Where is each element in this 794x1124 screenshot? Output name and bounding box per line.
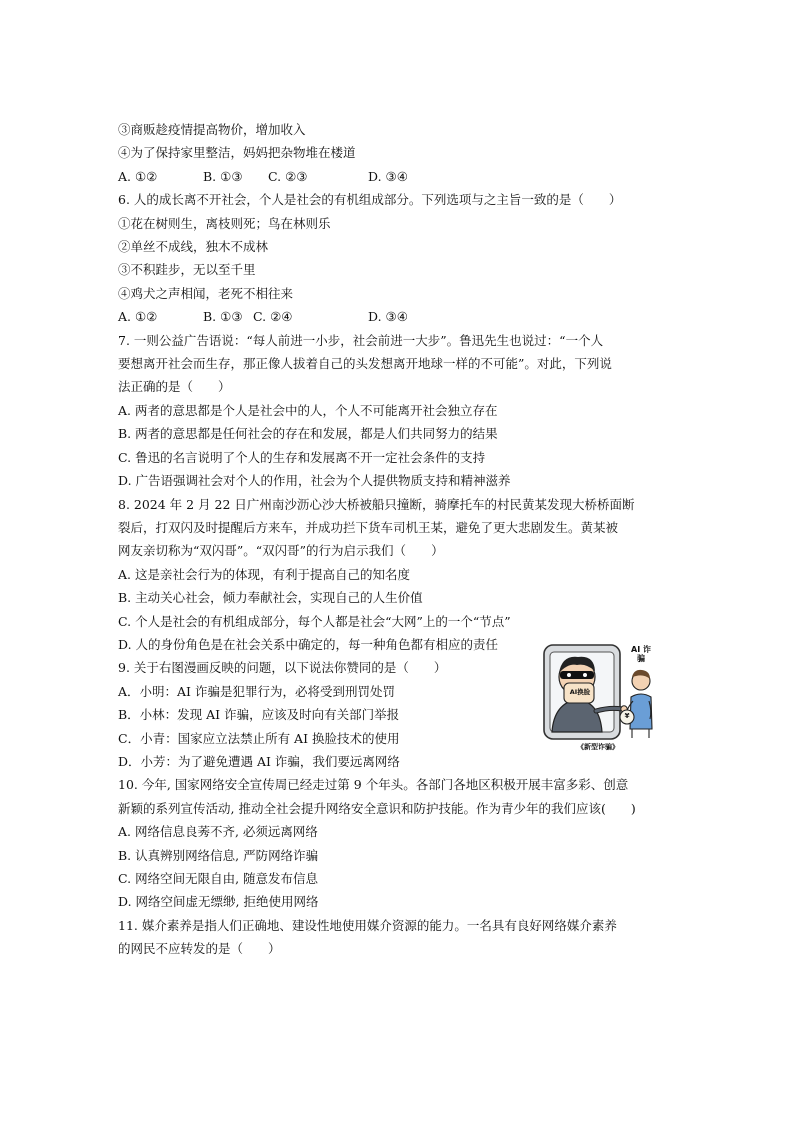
q7-option-a: A. 两者的意思都是个人是社会中的人，个人不可能离开社会独立存在 — [118, 402, 498, 418]
q10-option-c: C. 网络空间无限自由, 随意发布信息 — [118, 871, 319, 886]
q9-cartoon-figure — [538, 641, 658, 759]
q8-option-d: D. 人的身份角色是在社会关系中确定的，每一种角色都有相应的责任 — [118, 636, 499, 652]
q5-option-4: ④为了保持家里整洁，妈妈把杂物堆在楼道 — [118, 145, 356, 161]
q10-stem-line-2: 新颖的系列宣传活动, 推动全社会提升网络安全意识和防护技能。作为青少年的我们应该( ) — [118, 800, 636, 816]
ai-fraud-sign: AI 诈骗 — [631, 645, 651, 663]
q7-option-d: D. 广告语强调社会对个人的作用，社会为个人提供物质支持和精神滋养 — [118, 473, 511, 489]
q6-option-1: ①花在树则生，离枝则死；鸟在林则乐 — [118, 215, 331, 231]
q8-option-a: A. 这是亲社会行为的体现，有利于提高自己的知名度 — [118, 566, 410, 582]
q5-choice-c: C. ②③ — [268, 168, 308, 184]
q7-option-b: B. 两者的意思都是任何社会的存在和发展，都是人们共同努力的结果 — [118, 426, 498, 442]
q7-stem-line-3: 法正确的是（ ） — [118, 379, 231, 395]
q8-stem-line-1: 8. 2024 年 2 月 22 日广州南沙沥心沙大桥被船只撞断，骑摩托车的村民黄某发现大桥桥面断 — [118, 496, 635, 512]
q5-option-3: ③商贩趁疫情提高物价，增加收入 — [118, 122, 306, 137]
q10-option-b: B. 认真辨别网络信息, 严防网络诈骗 — [118, 847, 319, 863]
q6-choice-a: A. ①② — [118, 309, 158, 325]
q11-stem-line-2: 的网民不应转发的是（ ） — [118, 941, 281, 957]
q7-stem-line-2: 要想离开社会而生存，那正像人拔着自己的头发想离开地球一样的不可能”。对此，下列说 — [118, 356, 612, 372]
q5-choice-d: D. ③④ — [368, 168, 408, 184]
q9-option-a: A．小明：AI 诈骗是犯罪行为，必将受到刑罚处罚 — [118, 683, 395, 699]
q10-stem-line-1: 10. 今年, 国家网络安全宣传周已经走过第 9 个年头。各部门各地区积极开展丰富多彩、创意 — [118, 777, 629, 793]
exam-page — [118, 118, 678, 961]
q6-choice-b: B. ①③ — [203, 309, 243, 325]
money-bag-label: ¥ — [624, 712, 630, 720]
q9-option-c: C．小青：国家应立法禁止所有 AI 换脸技术的使用 — [118, 730, 400, 746]
q6-choice-d: D. ③④ — [368, 309, 408, 325]
q6-option-2: ②单丝不成线，独木不成林 — [118, 239, 269, 255]
q8-option-c: C. 个人是社会的有机组成部分，每个人都是社会“大网”上的一个“节点” — [118, 613, 511, 629]
q8-option-b: B. 主动关心社会，倾力奉献社会，实现自己的人生价值 — [118, 590, 423, 606]
q5-choice-b: B. ①③ — [203, 168, 243, 184]
q8-stem-line-3: 网友亲切称为“双闪哥”。“双闪哥”的行为启示我们（ ） — [118, 543, 444, 559]
q8-stem-line-2: 裂后，打双闪及时提醒后方来车，并成功拦下货车司机王某，避免了更大悲剧发生。黄某被 — [118, 519, 619, 535]
q7-option-c: C. 鲁迅的名言说明了个人的生存和发展离不开一定社会条件的支持 — [118, 449, 486, 465]
q11-stem-line-1: 11. 媒介素养是指人们正确地、建设性地使用媒介资源的能力。一名具有良好网络媒介素养 — [118, 917, 617, 933]
q10-option-d: D. 网络空间虚无缥缈, 拒绝使用网络 — [118, 894, 319, 910]
q6-option-4: ④鸡犬之声相闻，老死不相往来 — [118, 285, 294, 301]
ai-face-swap-mask-label: AI换脸 — [569, 688, 591, 696]
q9-option-b: B．小林：发现 AI 诈骗，应该及时向有关部门举报 — [118, 707, 400, 723]
q10-option-a: A. 网络信息良莠不齐, 必须远离网络 — [118, 824, 318, 840]
q9-stem: 9. 关于右图漫画反映的问题，以下说法你赞同的是（ ） — [118, 660, 447, 676]
q6-stem: 6. 人的成长离不开社会，个人是社会的有机组成部分。下列选项与之主旨一致的是（ ） — [118, 192, 622, 208]
q5-choices — [118, 165, 678, 188]
q6-option-3: ③不积跬步，无以至千里 — [118, 262, 256, 278]
figure-caption: 《新型诈骗》 — [577, 743, 619, 751]
q9-option-d: D．小芳：为了避免遭遇 AI 诈骗，我们要远离网络 — [118, 753, 400, 769]
q6-choice-c: C. ②④ — [253, 309, 293, 325]
q7-stem-line-1: 7. 一则公益广告语说：“每人前进一小步，社会前进一大步”。鲁迅先生也说过：“一个人 — [118, 332, 604, 348]
q5-choice-a: A. ①② — [118, 168, 158, 184]
q6-choices — [118, 305, 678, 328]
